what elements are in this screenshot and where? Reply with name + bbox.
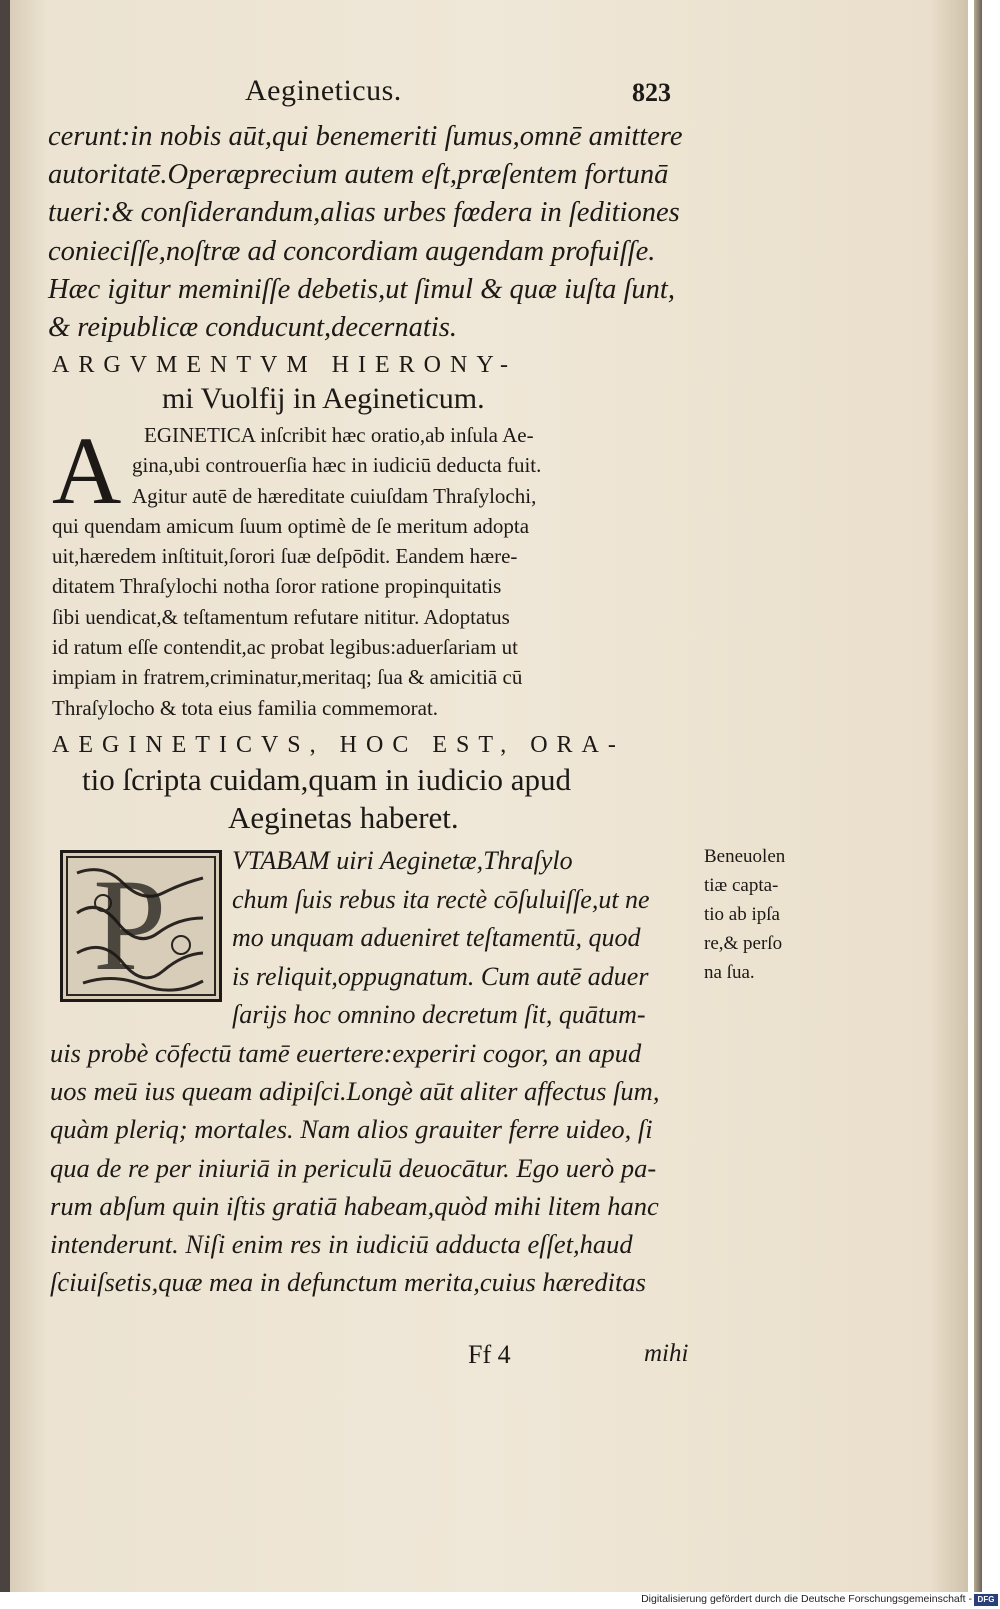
text-line: VTABAM uiri Aeginetæ,Thraſylo bbox=[232, 846, 573, 875]
text-line: ditatem Thraſylochi notha ſoror ratione propinquitatis bbox=[52, 574, 502, 599]
text-line: quàm pleriq; mortales. Nam alios grauiter ferre uideo, ſi bbox=[50, 1114, 653, 1145]
argument-paragraph bbox=[52, 417, 692, 723]
decorated-initial bbox=[60, 850, 222, 1002]
text-line: gina,ubi controuerſia hæc in iudiciū deducta fuit. bbox=[132, 453, 542, 478]
argument-heading-line1: ARGVMENTVM HIERONY- bbox=[52, 352, 517, 378]
oration-heading-line2: tio ſcripta cuidam,quam in iudicio apud bbox=[82, 762, 571, 797]
note-line: tiæ capta- bbox=[704, 875, 779, 896]
text-line: Agitur autē de hæreditate cuiuſdam Thraſylochi, bbox=[132, 483, 537, 508]
oration-continued bbox=[50, 1034, 700, 1301]
text-line: uos meū ius queam adipiſci.Longè aūt aliter affectus ſum, bbox=[50, 1076, 660, 1107]
text-line: EGINETICA inſcribit hæc oratio,ab inſula Ae- bbox=[144, 423, 534, 447]
text-line: ſibi uendicat,& teſtamentum refutare nititur. Adoptatus bbox=[52, 604, 510, 629]
page-edge bbox=[974, 0, 982, 1592]
text-line: qua de re per iniuriā in periculū deuocātur. Ego uerò pa- bbox=[50, 1152, 657, 1183]
text-line: impiam in fratrem,criminatur,meritaq; ſua & amicitiā cū bbox=[52, 665, 523, 690]
digitization-credit: Digitalisierung gefördert durch die Deutsche Forschungsgemeinschaft - bbox=[641, 1593, 972, 1605]
running-head: Aegineticus. bbox=[245, 74, 402, 107]
text-line: is reliquit,oppugnatum. Cum autē aduer bbox=[232, 961, 649, 991]
text-line: conieciſſe,noſtræ ad concordiam augendam profuiſſe. bbox=[48, 235, 656, 267]
catchword: mihi bbox=[644, 1340, 689, 1367]
text-line: intenderunt. Niſi enim res in iudiciū adducta eſſet,haud bbox=[50, 1229, 633, 1260]
note-line: tio ab ipſa bbox=[704, 904, 780, 925]
text-line: & reipublicæ conducunt,decernatis. bbox=[48, 312, 457, 344]
text-line: tueri:& conſiderandum,alias urbes fœdera in ſeditiones bbox=[48, 197, 680, 229]
note-line: re,& perſo bbox=[704, 933, 783, 954]
text-line: ſciuiſsetis,quæ mea in defunctum merita,cuius hæreditas bbox=[50, 1267, 646, 1298]
text-line: uit,hæredem inſtituit,ſorori ſuæ deſpōdit. Eandem hære- bbox=[52, 544, 518, 569]
note-line: na ſua. bbox=[704, 962, 755, 983]
argument-dropcap: A bbox=[52, 417, 122, 524]
signature-mark: Ff 4 bbox=[468, 1340, 511, 1369]
oration-opening bbox=[232, 842, 692, 1035]
text-line: chum ſuis rebus ita rectè cōſuluiſſe,ut ne bbox=[232, 884, 650, 914]
text-line: rum abſum quin iſtis gratiā habeam,quòd mihi litem hanc bbox=[50, 1190, 659, 1221]
dfg-logo: DFG bbox=[974, 1594, 998, 1606]
text-line: qui quendam amicum ſuum optimè de ſe meritum adopta bbox=[52, 513, 530, 538]
text-line: Hæc igitur meminiſſe debetis,ut ſimul & quæ iuſta ſunt, bbox=[48, 273, 675, 305]
note-line: Beneuolen bbox=[704, 846, 786, 867]
text-line: autoritatē.Operæprecium autem eſt,præſentem fortunā bbox=[48, 159, 669, 191]
text-line: ſarijs hoc omnino decretum ſit, quātum- bbox=[232, 1000, 646, 1029]
text-line: cerunt:in nobis aūt,qui benemeriti ſumus,omnē amittere bbox=[48, 121, 683, 152]
opening-paragraph bbox=[48, 118, 688, 347]
marginal-note bbox=[704, 842, 834, 987]
text-line: uis probè cōfectū tamē euertere:experiri cogor, an apud bbox=[50, 1038, 642, 1068]
initial-letter: P bbox=[93, 851, 167, 998]
oration-heading-line3: Aeginetas haberet. bbox=[228, 800, 459, 835]
argument-heading-line2: mi Vuolfij in Aegineticum. bbox=[162, 382, 485, 415]
text-line: Thraſylocho & tota eius familia commemorat. bbox=[52, 695, 439, 720]
oration-heading-line1: AEGINETICVS, HOC EST, ORA- bbox=[52, 732, 625, 758]
page-number: 823 bbox=[632, 78, 671, 107]
text-line: mo unquam adueniret teſtamentū, quod bbox=[232, 923, 641, 952]
text-line: id ratum eſſe contendit,ac probat legibus:aduerſariam ut bbox=[52, 635, 518, 660]
